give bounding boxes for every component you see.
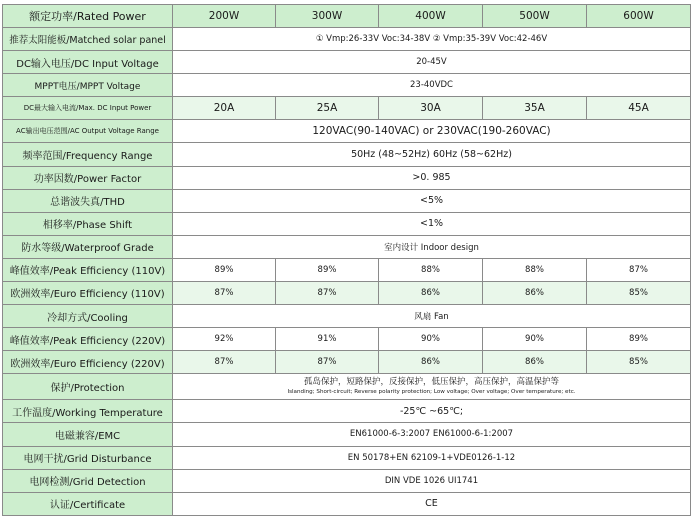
protection-cn-text: 孤岛保护，短路保护，反接保护，低压保护，高压保护，高温保护等: [303, 377, 559, 388]
row-phase-shift: [3, 212, 691, 235]
row-max-dc-input: [3, 97, 691, 120]
row-label-cooling: 冷却方式/Cooling: [3, 305, 173, 328]
row-label-emc: 电磁兼容/EMC: [3, 423, 173, 446]
cell-euro-220-500w: 86%: [483, 351, 587, 374]
cell-peak-110-500w: 88%: [483, 258, 587, 281]
cell-euro-220-600w: 85%: [587, 351, 691, 374]
row-grid-detection: [3, 469, 691, 492]
row-euro-efficiency-220v: [3, 351, 691, 374]
cell-peak-220-400w: 90%: [379, 328, 483, 351]
value-emc: EN61000-6-3:2007 EN61000-6-1:2007: [173, 423, 691, 446]
value-phase-shift: <1%: [173, 212, 691, 235]
col-header-400w: 400W: [379, 5, 483, 28]
row-label-rated-power: 额定功率/Rated Power: [3, 5, 173, 28]
col-header-300w: 300W: [276, 5, 379, 28]
value-ac-output-voltage: 120VAC(90-140VAC) or 230VAC(190-260VAC): [173, 120, 691, 143]
cell-euro-110-200w: 87%: [173, 281, 276, 304]
row-label-thd: 总谐波失真/THD: [3, 189, 173, 212]
cell-euro-220-200w: 87%: [173, 351, 276, 374]
row-label-power-factor: 功率因数/Power Factor: [3, 166, 173, 189]
value-grid-disturbance: EN 50178+EN 62109-1+VDE0126-1-12: [173, 446, 691, 469]
row-label-dc-input-voltage: DC输入电压/DC Input Voltage: [3, 51, 173, 74]
row-label-grid-disturbance: 电网干扰/Grid Disturbance: [3, 446, 173, 469]
cell-peak-220-600w: 89%: [587, 328, 691, 351]
row-label-phase-shift: 相移率/Phase Shift: [3, 212, 173, 235]
row-euro-efficiency-110v: [3, 281, 691, 304]
cell-peak-220-500w: 90%: [483, 328, 587, 351]
row-label-protection: 保护/Protection: [3, 374, 173, 400]
value-grid-detection: DIN VDE 1026 UI1741: [173, 469, 691, 492]
cell-euro-220-300w: 87%: [276, 351, 379, 374]
row-peak-efficiency-220v: [3, 328, 691, 351]
protection-en-text: Islanding; Short-circuit; Reverse polarity protection; Low voltage; Over voltage; Over temperature; etc.: [287, 389, 576, 396]
value-protection: [173, 374, 691, 400]
row-label-mppt-voltage: MPPT电压/MPPT Voltage: [3, 74, 173, 97]
cell-peak-110-600w: 87%: [587, 258, 691, 281]
cell-euro-110-500w: 86%: [483, 281, 587, 304]
spec-table: [2, 4, 691, 516]
cell-max-dc-300w: 25A: [276, 97, 379, 120]
row-cooling: [3, 305, 691, 328]
row-label-peak-efficiency-110v: 峰值效率/Peak Efficiency (110V): [3, 258, 173, 281]
row-ac-output-voltage: [3, 120, 691, 143]
row-label-frequency-range: 频率范围/Frequency Range: [3, 143, 173, 166]
row-dc-input-voltage: [3, 51, 691, 74]
cell-euro-220-400w: 86%: [379, 351, 483, 374]
value-power-factor: >0. 985: [173, 166, 691, 189]
row-label-grid-detection: 电网检测/Grid Detection: [3, 469, 173, 492]
value-working-temperature: -25℃ ~65℃;: [173, 400, 691, 423]
row-frequency-range: [3, 143, 691, 166]
row-grid-disturbance: [3, 446, 691, 469]
col-header-500w: 500W: [483, 5, 587, 28]
row-label-peak-efficiency-220v: 峰值效率/Peak Efficiency (220V): [3, 328, 173, 351]
row-label-matched-solar-panel: 推荐太阳能板/Matched solar panel: [3, 28, 173, 51]
row-mppt-voltage: [3, 74, 691, 97]
row-power-factor: [3, 166, 691, 189]
value-certificate: CE: [173, 492, 691, 515]
row-protection: [3, 374, 691, 400]
cell-peak-220-200w: 92%: [173, 328, 276, 351]
cell-max-dc-500w: 35A: [483, 97, 587, 120]
value-mppt-voltage: 23-40VDC: [173, 74, 691, 97]
cell-max-dc-200w: 20A: [173, 97, 276, 120]
row-label-euro-efficiency-110v: 欧洲效率/Euro Efficiency (110V): [3, 281, 173, 304]
row-emc: [3, 423, 691, 446]
value-cooling: 风扇 Fan: [173, 305, 691, 328]
row-waterproof-grade: [3, 235, 691, 258]
col-header-200w: 200W: [173, 5, 276, 28]
row-matched-solar-panel: [3, 28, 691, 51]
row-label-certificate: 认证/Certificate: [3, 492, 173, 515]
cell-max-dc-400w: 30A: [379, 97, 483, 120]
value-dc-input-voltage: 20-45V: [173, 51, 691, 74]
cell-euro-110-600w: 85%: [587, 281, 691, 304]
cell-max-dc-600w: 45A: [587, 97, 691, 120]
row-label-euro-efficiency-220v: 欧洲效率/Euro Efficiency (220V): [3, 351, 173, 374]
row-certificate: [3, 492, 691, 515]
cell-peak-220-300w: 91%: [276, 328, 379, 351]
row-working-temperature: [3, 400, 691, 423]
cell-peak-110-400w: 88%: [379, 258, 483, 281]
cell-euro-110-300w: 87%: [276, 281, 379, 304]
value-thd: <5%: [173, 189, 691, 212]
cell-peak-110-200w: 89%: [173, 258, 276, 281]
col-header-600w: 600W: [587, 5, 691, 28]
value-frequency-range: 50Hz (48~52Hz) 60Hz (58~62Hz): [173, 143, 691, 166]
value-matched-solar-panel: ① Vmp:26-33V Voc:34-38V ② Vmp:35-39V Voc:42-46V: [173, 28, 691, 51]
cell-euro-110-400w: 86%: [379, 281, 483, 304]
row-peak-efficiency-110v: [3, 258, 691, 281]
value-waterproof-grade: 室内设计 Indoor design: [173, 235, 691, 258]
cell-peak-110-300w: 89%: [276, 258, 379, 281]
row-label-max-dc-input: DC最大输入电流/Max. DC Input Power: [3, 97, 173, 120]
row-thd: [3, 189, 691, 212]
row-label-waterproof-grade: 防水等级/Waterproof Grade: [3, 235, 173, 258]
row-label-ac-output-voltage: AC输出电压范围/AC Output Voltage Range: [3, 120, 173, 143]
row-label-working-temperature: 工作温度/Working Temperature: [3, 400, 173, 423]
row-rated-power: [3, 5, 691, 28]
